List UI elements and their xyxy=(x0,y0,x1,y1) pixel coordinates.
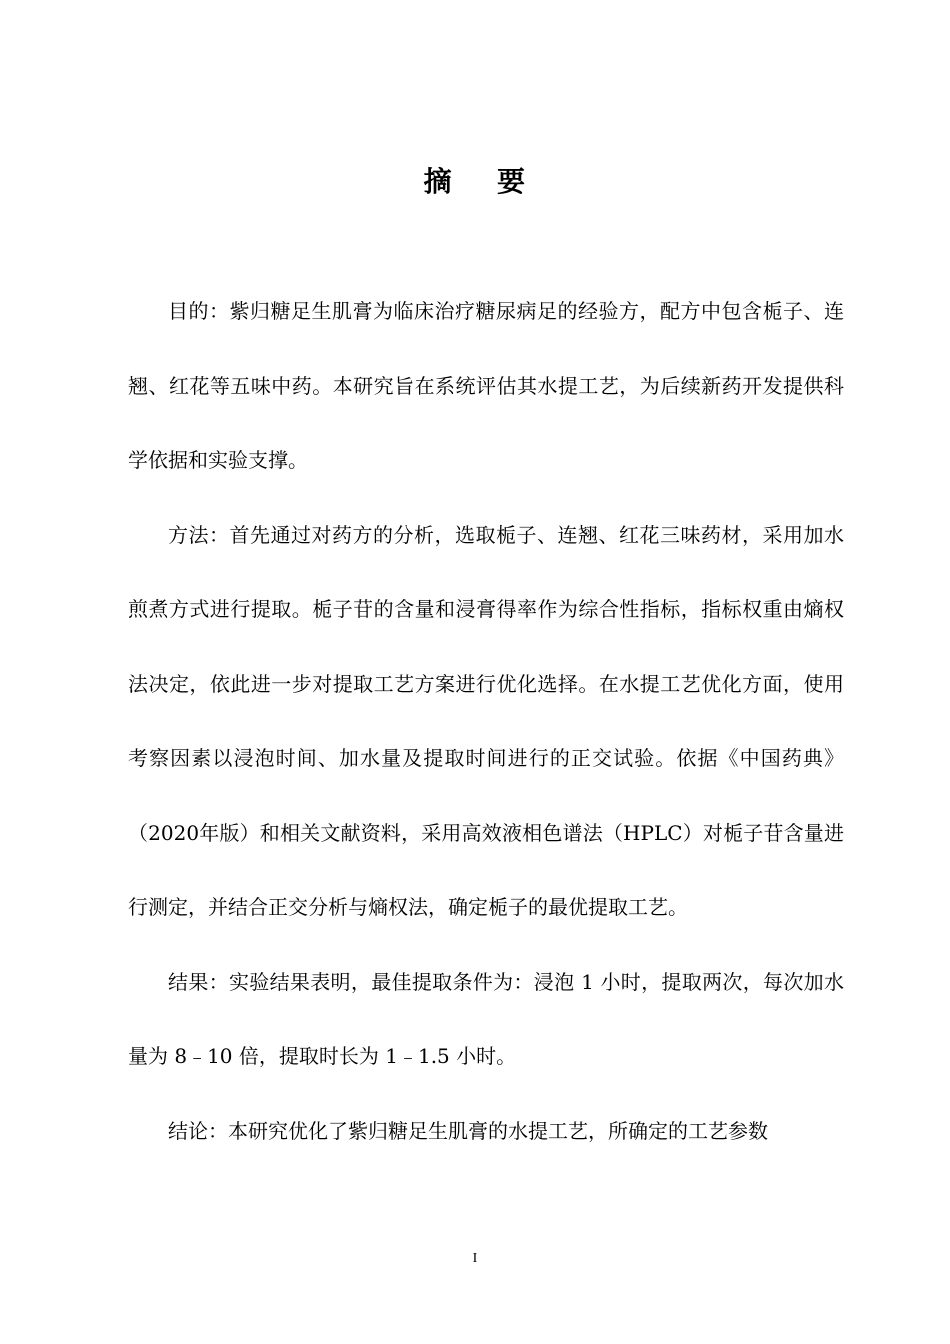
abstract-title xyxy=(0,160,950,200)
abstract-body xyxy=(128,274,844,1168)
paragraph-methods: 方法：首先通过对药方的分析，选取栀子、连翘、红花三味药材，采用加水煎煮方式进行提取。栀子苷的含量和浸膏得率作为综合性指标，指标权重由熵权法决定，依此进一步对提取工艺方案进行优化选择。在水提工艺优化方面，使用考察因素以浸泡时间、加水量及提取时间进行的正交试验。依据《中国药典》（2020年版）和相关文献资料，采用高效液相色谱法（HPLC）对栀子苷含量进行测定，并结合正交分析与熵权法，确定栀子的最优提取工艺。 xyxy=(128,522,844,919)
paragraph-objective: 目的：紫归糖足生肌膏为临床治疗糖尿病足的经验方，配方中包含栀子、连翘、红花等五味中药。本研究旨在系统评估其水提工艺，为后续新药开发提供科学依据和实验支撑。 xyxy=(128,299,844,472)
page-number: I xyxy=(472,1251,478,1266)
title-char-2: 要 xyxy=(497,165,527,198)
title-char-1: 摘 xyxy=(423,165,453,198)
paragraph-results: 结果：实验结果表明，最佳提取条件为：浸泡 1 小时，提取两次，每次加水量为 8﹣10 倍，提取时长为 1﹣1.5 小时。 xyxy=(128,969,844,1068)
paragraph-conclusion: 结论：本研究优化了紫归糖足生肌膏的水提工艺，所确定的工艺参数 xyxy=(168,1118,768,1143)
